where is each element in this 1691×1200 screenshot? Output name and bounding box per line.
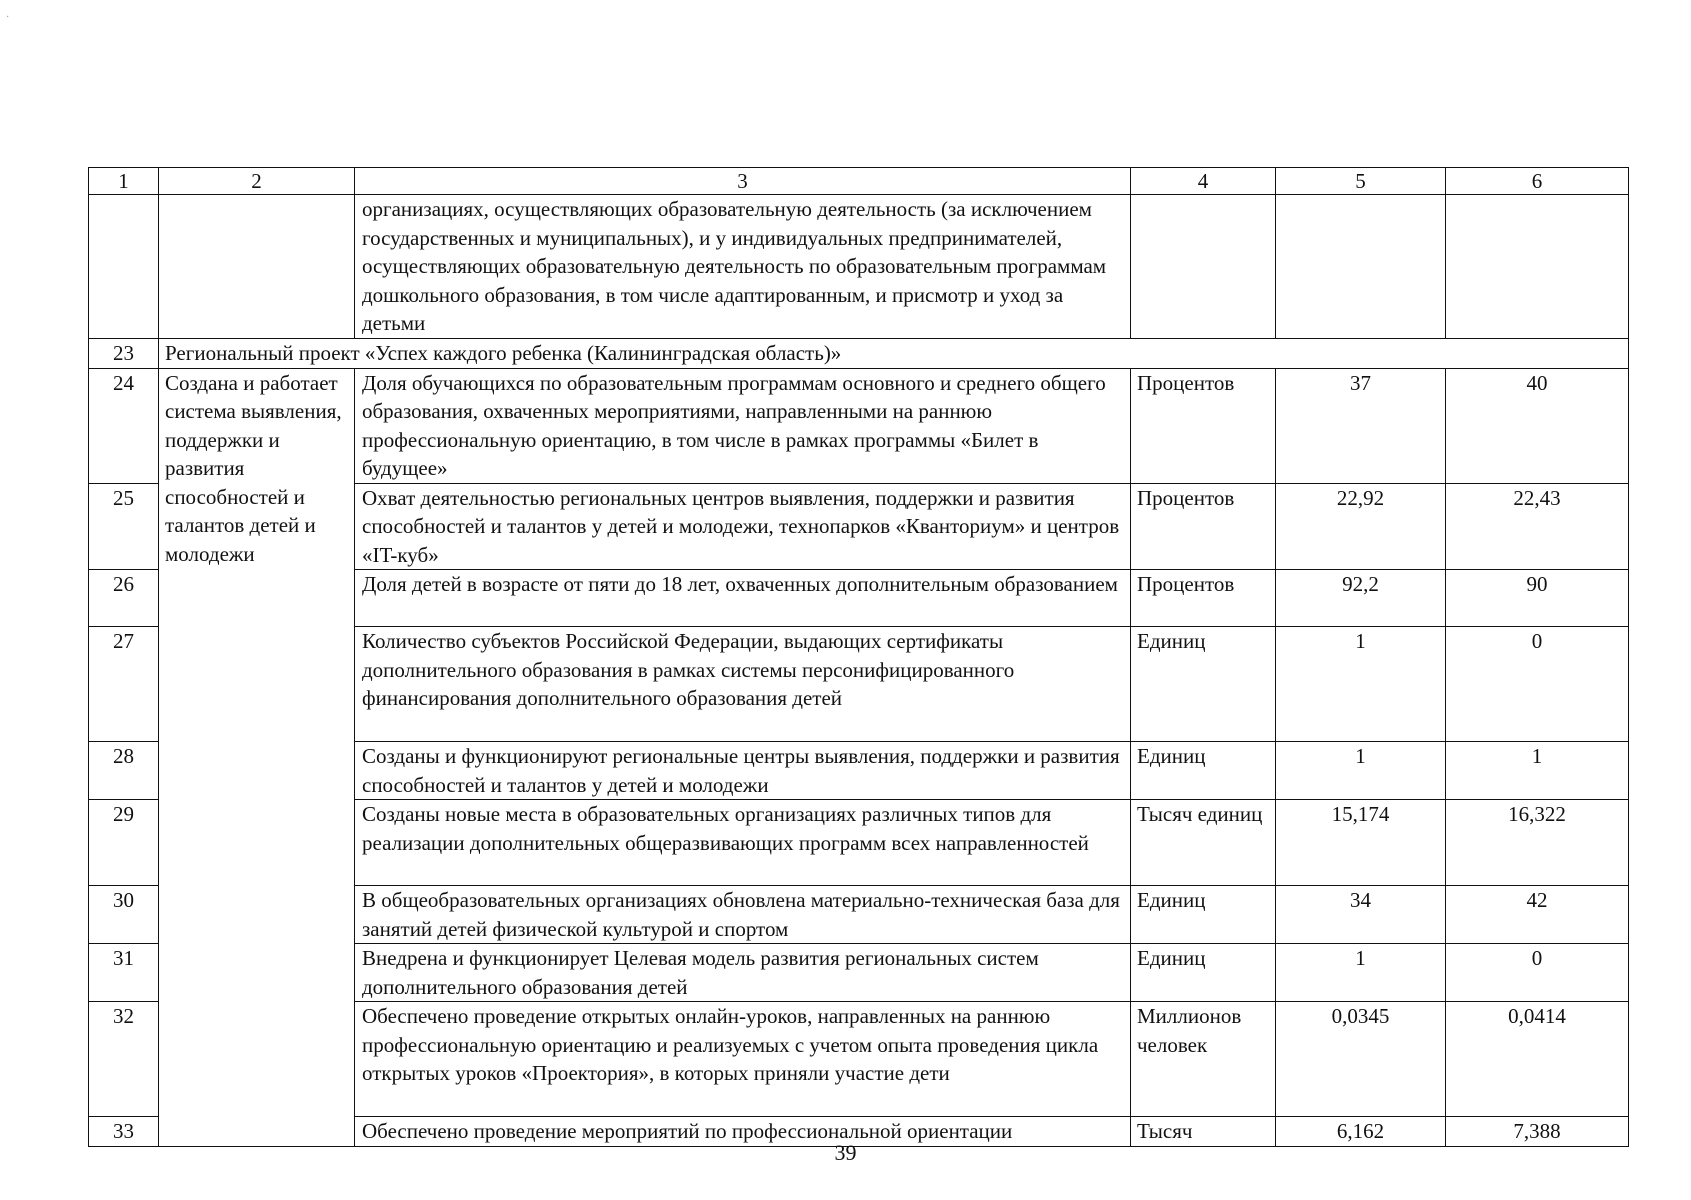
unit-cell: Процентов (1131, 368, 1276, 483)
value-cell: 37 (1276, 368, 1446, 483)
page-number: 39 (834, 1140, 857, 1165)
goal-cell: Создана и работает система выявления, поддержки и развития способностей и талантов детей и молодежи (159, 368, 355, 1147)
value-cell: 7,388 (1446, 1117, 1629, 1147)
indicator-text: Охват деятельностью региональных центров выявления, поддержки и развития способностей и талантов у детей и молодежи, технопарков «Кванториум» и центров «IT-куб» (355, 483, 1131, 570)
value-cell: 92,2 (1276, 570, 1446, 627)
empty-cell (1446, 195, 1629, 339)
row-number: 24 (89, 368, 159, 483)
indicators-table (88, 167, 1629, 1147)
header-row (89, 168, 1629, 195)
value-cell: 0,0345 (1276, 1002, 1446, 1117)
empty-cell (1276, 195, 1446, 339)
value-cell: 0 (1446, 627, 1629, 742)
unit-cell: Единиц (1131, 886, 1276, 944)
header-cell: 6 (1446, 168, 1629, 195)
value-cell: 15,174 (1276, 800, 1446, 886)
header-cell: 5 (1276, 168, 1446, 195)
value-cell: 22,43 (1446, 483, 1629, 570)
header-cell: 3 (355, 168, 1131, 195)
indicator-text: Обеспечено проведение открытых онлайн-уроков, направленных на раннюю профессиональную ориентацию и реализуемых с учетом опыта проведения цикла открытых уроков «Проектория», в которых приняли участие дети (355, 1002, 1131, 1117)
table-row (89, 368, 1629, 483)
value-cell: 16,322 (1446, 800, 1629, 886)
row-number: 25 (89, 483, 159, 570)
row-number: 29 (89, 800, 159, 886)
indicator-text: Обеспечено проведение мероприятий по профессиональной ориентации (355, 1117, 1131, 1147)
unit-cell: Процентов (1131, 483, 1276, 570)
value-cell: 1 (1276, 627, 1446, 742)
unit-cell: Тысяч единиц (1131, 800, 1276, 886)
row-number: 23 (89, 339, 159, 369)
row-number: 28 (89, 742, 159, 800)
row-number: 30 (89, 886, 159, 944)
unit-cell: Миллионов человек (1131, 1002, 1276, 1117)
value-cell: 40 (1446, 368, 1629, 483)
empty-cell (89, 195, 159, 339)
indicator-text: Доля детей в возрасте от пяти до 18 лет, охваченных дополнительным образованием (355, 570, 1131, 627)
indicator-text: Созданы и функционируют региональные центры выявления, поддержки и развития способностей и талантов у детей и молодежи (355, 742, 1131, 800)
unit-cell: Тысяч (1131, 1117, 1276, 1147)
indicator-text: Созданы новые места в образовательных организациях различных типов для реализации дополнительных общеразвивающих программ всех направленностей (355, 800, 1131, 886)
row-number: 26 (89, 570, 159, 627)
indicator-text: Внедрена и функционирует Целевая модель развития региональных систем дополнительного образования детей (355, 944, 1131, 1002)
indicator-text: В общеобразовательных организациях обновлена материально-техническая база для занятий детей физической культурой и спортом (355, 886, 1131, 944)
section-row (89, 339, 1629, 369)
row-number: 27 (89, 627, 159, 742)
row-number: 32 (89, 1002, 159, 1117)
indicator-text: Доля обучающихся по образовательным программам основного и среднего общего образования, охваченных мероприятиями, направленными на раннюю профессиональную ориентацию, в том числе в рамках программы «Билет в будущее» (355, 368, 1131, 483)
value-cell: 1 (1446, 742, 1629, 800)
value-cell: 22,92 (1276, 483, 1446, 570)
continuation-text: организациях, осуществляющих образовательную деятельность (за исключением государственных и муниципальных), и у индивидуальных предпринимателей, осуществляющих образовательную деятельность по образовательным программам дошкольного образования, в том числе адаптированным, и присмотр и уход за детьми (355, 195, 1131, 339)
value-cell: 90 (1446, 570, 1629, 627)
header-cell: 4 (1131, 168, 1276, 195)
indicator-text: Количество субъектов Российской Федерации, выдающих сертификаты дополнительного образования в рамках системы персонифицированного финансирования дополнительного образования детей (355, 627, 1131, 742)
unit-cell: Процентов (1131, 570, 1276, 627)
value-cell: 0 (1446, 944, 1629, 1002)
value-cell: 1 (1276, 742, 1446, 800)
row-number: 33 (89, 1117, 159, 1147)
value-cell: 0,0414 (1446, 1002, 1629, 1117)
row-number: 31 (89, 944, 159, 1002)
continuation-row (89, 195, 1629, 339)
header-cell: 1 (89, 168, 159, 195)
value-cell: 34 (1276, 886, 1446, 944)
value-cell: 42 (1446, 886, 1629, 944)
value-cell: 1 (1276, 944, 1446, 1002)
unit-cell: Единиц (1131, 944, 1276, 1002)
section-title: Региональный проект «Успех каждого ребенка (Калининградская область)» (159, 339, 1629, 369)
scan-mark: · (6, 12, 10, 23)
empty-cell (159, 195, 355, 339)
value-cell: 6,162 (1276, 1117, 1446, 1147)
unit-cell: Единиц (1131, 742, 1276, 800)
empty-cell (1131, 195, 1276, 339)
unit-cell: Единиц (1131, 627, 1276, 742)
header-cell: 2 (159, 168, 355, 195)
